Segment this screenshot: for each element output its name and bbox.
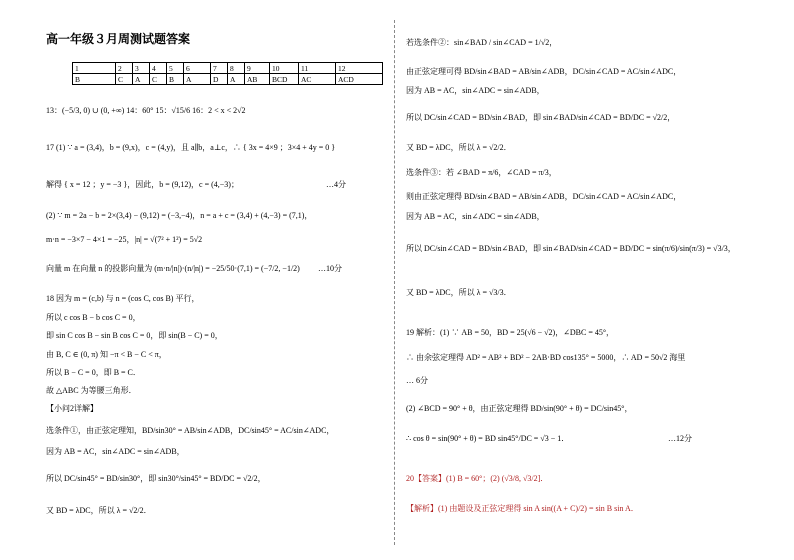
answer-table (72, 62, 383, 85)
score-note: …4分 (326, 180, 346, 189)
answer-line-cond3: 选条件③：若 ∠BAD = π/6，∠CAD = π/3， (406, 168, 557, 177)
answer-number: 3 (133, 63, 150, 74)
answer-line-20-analysis: 【解析】(1) 由题设及正弦定理得 sin A sin((A + C)/2) = sin B sin A． (406, 504, 639, 513)
score-note: …10分 (318, 264, 342, 273)
answer-line-18-cond1d: 又 BD = λDC，所以 λ = √2/2． (46, 506, 152, 515)
score-note: … 6分 (406, 376, 428, 385)
answer-line-17-solve: 解得 { x = 12 ；y = −3 }，因此，b = (9,12)，c = (4,−3)； (46, 180, 239, 189)
answer-line-18-4: 由 B, C ∈ (0, π) 知 −π < B − C < π， (46, 350, 167, 359)
answer-table-answers-row (73, 74, 383, 85)
answer-value: C (116, 74, 133, 85)
answer-line-cond3d: 所以 DC/sin∠CAD = BD/sin∠BAD，即 sin∠BAD/sin∠CAD = BD/DC = sin(π/6)/sin(π/3) = √3/3， (406, 244, 736, 253)
answer-line-cond3c: 因为 AB = AC，sin∠ADC = sin∠ADB， (406, 212, 545, 221)
column-divider (394, 20, 395, 545)
answer-line-18-3: 即 sin C cos B − sin B cos C = 0，即 sin(B − C) = 0， (46, 331, 223, 340)
answer-line-17-1: 17 (1) ∵ a = (3,4)，b = (9,x)，c = (4,y)，且 a∥b，a⊥c，∴ { 3x = 4×9 ；3×4 + 4y = 0 } (46, 143, 336, 152)
answer-line-20: 20【答案】(1) B = 60°；(2) (√3/8, √3/2]． (406, 474, 549, 483)
answer-number: 12 (336, 63, 383, 74)
answer-line-cond2e: 又 BD = λDC，所以 λ = √2/2． (406, 143, 512, 152)
answer-number: 4 (150, 63, 167, 74)
answer-value: AB (245, 74, 270, 85)
answer-number: 6 (184, 63, 211, 74)
answer-value: BCD (270, 74, 299, 85)
answer-line-cond2b: 由正弦定理可得 BD/sin∠BAD = AB/sin∠ADB，DC/sin∠CAD = AC/sin∠ADC， (406, 67, 682, 76)
answer-number: 10 (270, 63, 299, 74)
answer-line-cond3b: 则由正弦定理得 BD/sin∠BAD = AB/sin∠ADB，DC/sin∠CAD = AC/sin∠ADC， (406, 192, 682, 201)
answer-number: 9 (245, 63, 270, 74)
score-note: …12分 (668, 434, 692, 443)
answer-value: A (184, 74, 211, 85)
answer-line-18-cond1b: 因为 AB = AC，sin∠ADC = sin∠ADB， (46, 447, 185, 456)
answer-line-19-4: ∴ cos θ = sin(90° + θ) = BD sin45°/DC = √3 − 1． (406, 434, 570, 443)
answer-line-19-2: ∴ 由余弦定理得 AD² = AB² + BD² − 2AB·BD cos135° = 5000，∴ AD = 50√2 海里 (406, 353, 686, 362)
answer-value: A (133, 74, 150, 85)
answer-number: 5 (167, 63, 184, 74)
answer-line-18-6: 故 △ABC 为等腰三角形． (46, 386, 137, 395)
answer-number: 7 (211, 63, 228, 74)
answer-line-17-2: (2) ∵ m = 2a − b = 2×(3,4) − (9,12) = (−3,−4)，n = a + c = (3,4) + (4,−3) = (7,1)， (46, 211, 313, 220)
answer-line-cond2d: 所以 DC/sin∠CAD = BD/sin∠BAD，即 sin∠BAD/sin∠CAD = BD/DC = √2/2， (406, 113, 676, 122)
answer-line-cond3e: 又 BD = λDC，所以 λ = √3/3． (406, 288, 512, 297)
page-title: 高一年级３月周测试题答案 (46, 32, 191, 46)
answer-number: 2 (116, 63, 133, 74)
answer-line-18-5: 所以 B − C = 0，即 B = C． (46, 368, 141, 377)
answer-line-18-cond1: 选条件①，由正弦定理知，BD/sin30° = AB/sin∠ADB，DC/sin45° = AC/sin∠ADC， (46, 426, 335, 435)
section-heading: 【小问2详解】 (46, 404, 98, 413)
answer-number: 1 (73, 63, 116, 74)
answer-line-17-dot: m·n = −3×7 − 4×1 = −25，|n| = √(7² + 1²) = 5√2 (46, 235, 203, 244)
answer-line-cond2: 若选条件②：sin∠BAD / sin∠CAD = 1/√2， (406, 38, 558, 47)
answer-value: B (73, 74, 116, 85)
answer-value: B (167, 74, 184, 85)
answer-line-18-cond1c: 所以 DC/sin45° = BD/sin30°，即 sin30°/sin45° = BD/DC = √2/2， (46, 474, 266, 483)
answer-value: A (228, 74, 245, 85)
answer-table-numbers-row (73, 63, 383, 74)
answer-line-13-16: 13：(−5/3, 0) ∪ (0, +∞) 14：60° 15：√15/6 16：2 < x < 2√2 (46, 106, 246, 115)
answer-line-18-1: 18 因为 m = (c,b) 与 n = (cos C, cos B) 平行， (46, 294, 200, 303)
answer-number: 8 (228, 63, 245, 74)
answer-line-17-projection: 向量 m 在向量 n 的投影向量为 (m·n/|n|)·(n/|n|) = −25/50·(7,1) = (−7/2, −1/2) (46, 264, 300, 273)
answer-line-cond2c: 因为 AB = AC，sin∠ADC = sin∠ADB， (406, 86, 545, 95)
answer-number: 11 (299, 63, 336, 74)
answer-value: D (211, 74, 228, 85)
answer-line-18-2: 所以 c cos B − b cos C = 0， (46, 313, 141, 322)
answer-line-19-3: (2) ∠BCD = 90° + θ，由正弦定理得 BD/sin(90° + θ) = DC/sin45°， (406, 404, 633, 413)
answer-value: ACD (336, 74, 383, 85)
answer-line-19-1: 19 解析：(1) ∵ AB = 50，BD = 25(√6 − √2)，∠DBC = 45°， (406, 328, 615, 337)
answer-value: C (150, 74, 167, 85)
answer-value: AC (299, 74, 336, 85)
